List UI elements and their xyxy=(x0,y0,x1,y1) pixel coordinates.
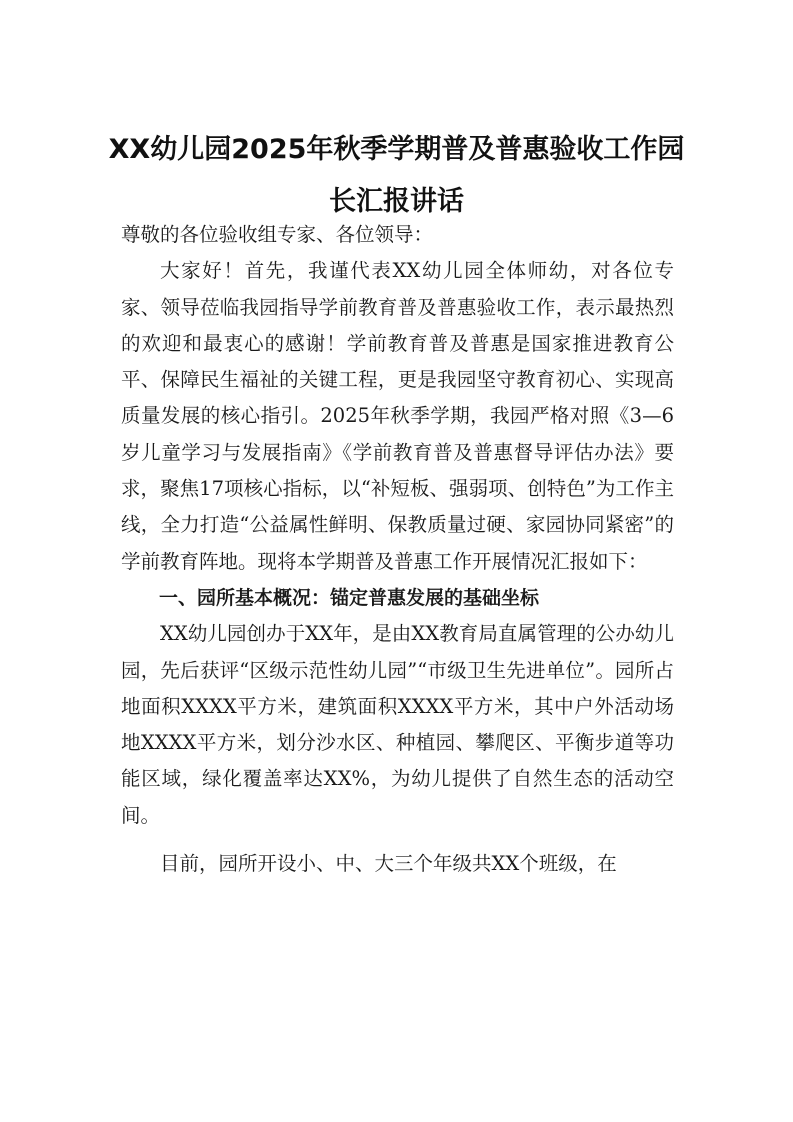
paragraph-section-1-classes: 目前，园所开设小、中、大三个年级共XX个班级，在 xyxy=(160,852,617,876)
section-heading-1: 一、园所基本概况：锚定普惠发展的基础坐标 xyxy=(159,586,540,609)
salutation: 尊敬的各位验收组专家、各位领导： xyxy=(121,223,434,246)
paragraph-section-1-overview: XX幼儿园创办于XX年，是由XX教育局直属管理的公办幼儿园，先后获评“区级示范性幼儿园”“市级卫生先进单位”。园所占地面积XXXX平方米，建筑面积XXXX平方米，其中户外活动场地XXXX平方米，划分沙水区、种植园、攀爬区、平衡步道等功能区域，绿化覆盖率达XX%，为幼儿提供了自然生态的活动空间。 xyxy=(121,622,674,827)
document-title: XX幼儿园2025年秋季学期普及普惠验收工作园长汇报讲话 xyxy=(108,134,685,217)
document-body xyxy=(121,217,674,882)
paragraph-intro: 大家好！首先，我谨代表XX幼儿园全体师幼，对各位专家、领导莅临我园指导学前教育普及普惠验收工作，表示最热烈的欢迎和最衷心的感谢！学前教育普及普惠是国家推进教育公平、保障民生福祉的关键工程，更是我园坚守教育初心、实现高质量发展的核心指引。2025年秋季学期，我园严格对照《3—6岁儿童学习与发展指南》《学前教育普及普惠督导评估办法》要求，聚焦17项核心指标，以“补短板、强弱项、创特色”为工作主线，全力打造“公益属性鲜明、保教质量过硬、家园协同紧密”的学前教育阵地。现将本学期普及普惠工作开展情况汇报如下： xyxy=(121,259,674,573)
